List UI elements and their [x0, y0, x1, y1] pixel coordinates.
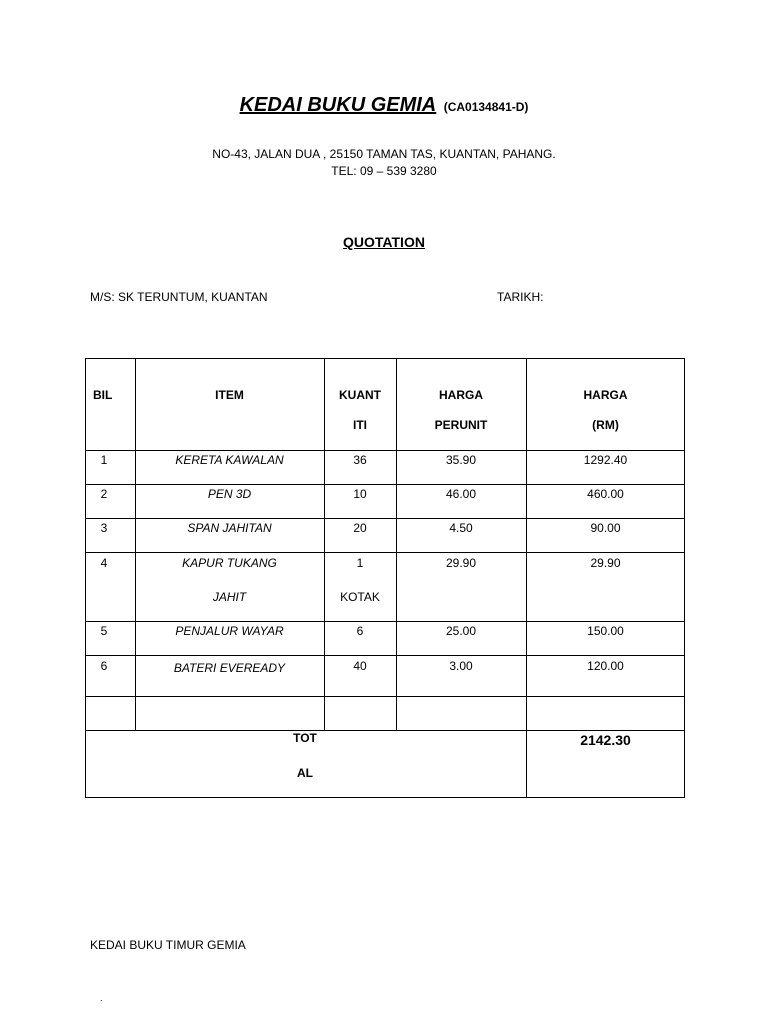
row-2-unit-price: 46.00 [445, 487, 477, 501]
date-label: TARIKH: [497, 290, 544, 304]
row-1-bil: 1 [100, 453, 108, 467]
header-item: ITEM [215, 388, 244, 402]
row-4-item: KAPUR TUKANG [182, 556, 277, 570]
document-title: QUOTATION [343, 234, 425, 250]
registration-number: (CA0134841-D) [443, 100, 529, 114]
shop-address: NO-43, JALAN DUA , 25150 TAMAN TAS, KUANTAN, PAHANG. [212, 147, 556, 161]
header-unit-price-line1: HARGA [439, 388, 483, 402]
shop-name: KEDAI BUKU GEMIA [239, 94, 437, 116]
row-6-item: BATERI EVEREADY [173, 661, 286, 675]
row-3-price: 90.00 [590, 521, 621, 535]
header-unit-price-line2: PERUNIT [434, 418, 488, 432]
row-3-unit-price: 4.50 [449, 521, 473, 535]
row-4-quantity-unit: KOTAK [340, 590, 380, 604]
header-quantity-line2: ITI [353, 418, 367, 432]
row-5-price: 150.00 [587, 624, 624, 638]
shop-telephone: TEL: 09 – 539 3280 [331, 164, 437, 178]
total-label-line2: AL [297, 766, 313, 780]
row-4-quantity: 1 [356, 556, 364, 570]
row-3-bil: 3 [100, 521, 108, 535]
row-6-unit-price: 3.00 [449, 659, 473, 673]
row-1-quantity: 36 [353, 453, 367, 467]
row-2-bil: 2 [100, 487, 108, 501]
row-6-price: 120.00 [587, 659, 624, 673]
row-6-quantity: 40 [353, 659, 367, 673]
header-price-line2: (RM) [592, 418, 619, 432]
row-3-item: SPAN JAHITAN [187, 521, 272, 535]
row-4-bil: 4 [100, 556, 108, 570]
row-4-item-line2: JAHIT [212, 590, 247, 604]
document-heading [0, 94, 768, 117]
row-4-unit-price: 29.90 [445, 556, 477, 570]
row-1-item: KERETA KAWALAN [175, 453, 284, 467]
total-value: 2142.30 [580, 732, 631, 748]
row-2-item: PEN 3D [207, 487, 252, 501]
row-1-price: 1292.40 [583, 453, 628, 467]
quotation-table [85, 358, 685, 798]
row-5-bil: 5 [100, 624, 108, 638]
row-5-item: PENJALUR WAYAR [175, 624, 284, 638]
header-bil: BIL [93, 388, 113, 402]
total-label-line1: TOT [293, 731, 317, 745]
header-price-line1: HARGA [583, 388, 628, 402]
row-2-price: 460.00 [587, 487, 624, 501]
row-3-quantity: 20 [353, 521, 367, 535]
customer-name: M/S: SK TERUNTUM, KUANTAN [90, 290, 268, 304]
row-5-unit-price: 25.00 [445, 624, 477, 638]
footer-dot: . [100, 993, 103, 1003]
row-4-price: 29.90 [590, 556, 621, 570]
footer-shop-name: KEDAI BUKU TIMUR GEMIA [90, 938, 246, 952]
row-5-quantity: 6 [356, 624, 364, 638]
row-6-bil: 6 [100, 659, 108, 673]
row-2-quantity: 10 [353, 487, 367, 501]
header-quantity-line1: KUANT [339, 388, 381, 402]
row-1-unit-price: 35.90 [445, 453, 477, 467]
